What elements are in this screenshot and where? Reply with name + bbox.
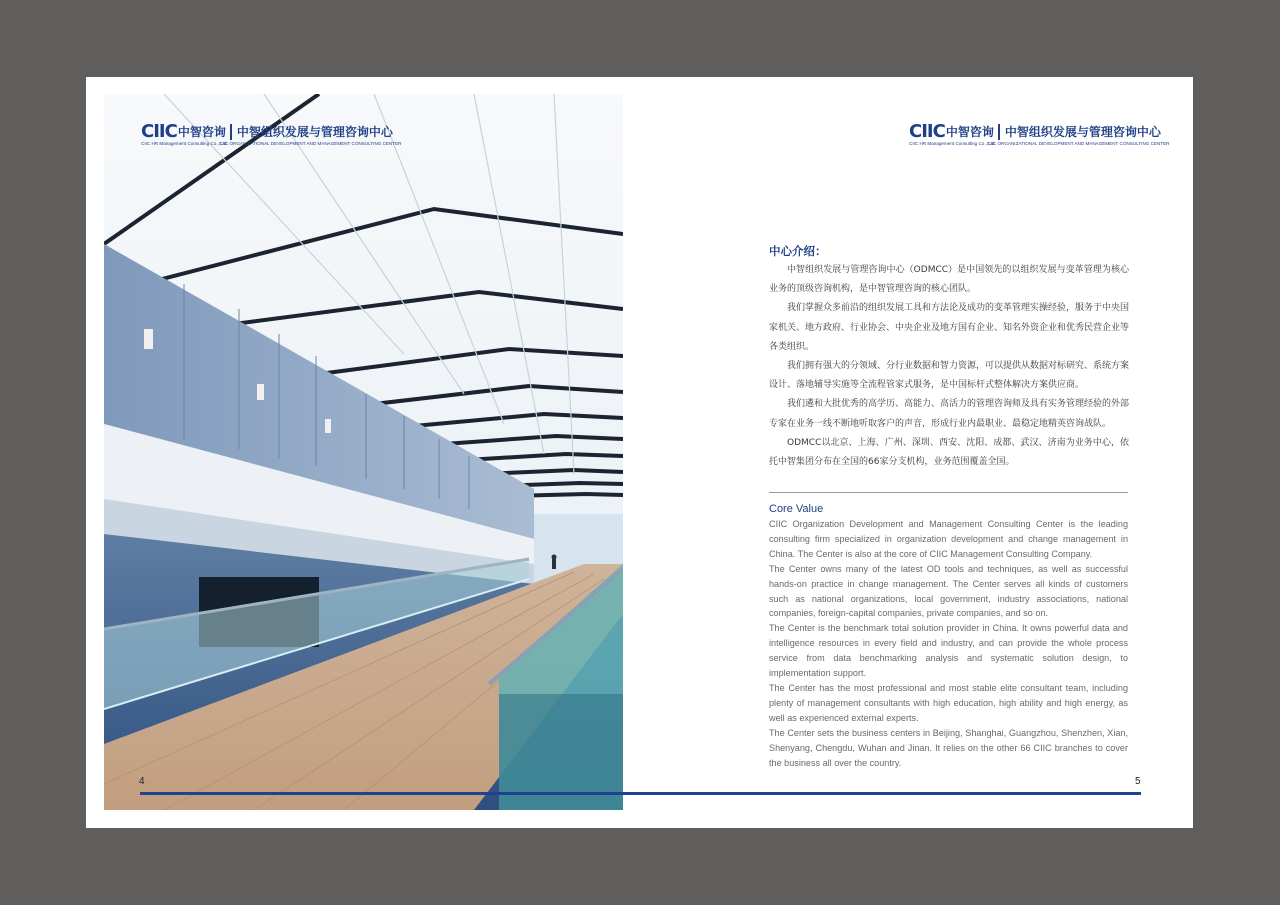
intro-paragraph: 中智组织发展与管理咨询中心（ODMCC）是中国领先的以组织发展与变革管理为核心业务的顶级咨询机构，是中智管理咨询的核心团队。	[769, 265, 1129, 295]
page-number-right: 5	[1135, 776, 1141, 787]
intro-paragraph: 我们拥有强大的分领域、分行业数据和智力资源，可以提供从数据对标研究、系统方案设计、落地辅导实施等全流程管家式服务，是中国标杆式整体解决方案供应商。	[769, 361, 1130, 391]
company-name-en: CIIC HR Management Consulting Co., Ltd.	[909, 141, 996, 146]
logo-left	[141, 121, 402, 146]
core-value-paragraph: CIIC Organization Development and Management Consulting Center is the leading consulting firm specialized in organization development and change management in China. The Center is also at the core of CIIC Management Consulting Company.	[769, 519, 1128, 559]
center-name-cn: 中智组织发展与管理咨询中心	[1004, 125, 1161, 139]
center-name-en: CIIC ORGANIZATIONAL DEVELOPMENT AND MANAGEMENT CONSULTING CENTER	[987, 141, 1170, 146]
logo-separator	[230, 124, 232, 140]
center-name-cn: 中智组织发展与管理咨询中心	[236, 125, 393, 139]
intro-paragraph: 我们掌握众多前沿的组织发展工具和方法论及成功的变革管理实操经验，服务于中央国家机关、地方政府、行业协会、中央企业及地方国有企业、知名外资企业和优秀民营企业等各类组织。	[769, 303, 1130, 352]
intro-paragraph: 我们遴和大批优秀的高学历、高能力、高活力的管理咨询师及具有实务管理经验的外部专家在业务一线不断地听取客户的声音，形成行业内最职业、最稳定地精英咨询战队。	[769, 399, 1130, 429]
company-name-en: CIIC HR Management Consulting Co., Ltd.	[141, 141, 228, 146]
intro-title: 中心介绍：	[769, 244, 827, 258]
company-name-cn: 中智咨询	[945, 125, 994, 139]
center-name-en: CIIC ORGANIZATIONAL DEVELOPMENT AND MANAGEMENT CONSULTING CENTER	[219, 141, 402, 146]
core-value-paragraph: The Center is the benchmark total solution provider in China. It owns powerful data and intelligence resources in every field and industry, and can provide the whole process service from data benchmarking analysis and systematic solution design, to implementation support.	[769, 623, 1128, 679]
page-number-left: 4	[139, 776, 145, 787]
core-value-paragraph: The Center owns many of the latest OD tools and techniques, as well as successful hands-on practice in change management. The Center serves all kinds of customers such as national organizations, local government, industry associations, national companies, foreign-capital companies, private companies, and so on.	[769, 563, 1128, 619]
logo-right	[909, 121, 1170, 146]
logo-separator	[998, 124, 1000, 140]
center-introduction	[769, 244, 1129, 472]
section-divider	[769, 492, 1128, 493]
intro-paragraph: ODMCC以北京、上海、广州、深圳、西安、沈阳、成都、武汉、济南为业务中心，依托中智集团分布在全国的66家分支机构，业务范围覆盖全国。	[769, 437, 1129, 468]
core-value-paragraph: The Center sets the business centers in Beijing, Shanghai, Guangzhou, Shenzhen, Xian, Shenyang, Chengdu, Wuhan and Jinan. It relies on the other 66 CIIC branches to cover the business all over the country.	[769, 727, 1128, 768]
core-value-paragraph: The Center has the most professional and most stable elite consultant team, including plenty of management consultants with high education, high ability and high energy, as well as experienced external experts.	[769, 682, 1128, 723]
atrium-photo	[104, 94, 623, 810]
footer-rule	[140, 792, 1141, 795]
core-value-section	[769, 503, 1128, 770]
ciic-logo-mark: CIIC	[141, 121, 177, 142]
company-name-cn: 中智咨询	[177, 125, 226, 139]
core-value-title: Core Value	[769, 503, 824, 515]
ciic-logo-mark: CIIC	[909, 121, 945, 142]
